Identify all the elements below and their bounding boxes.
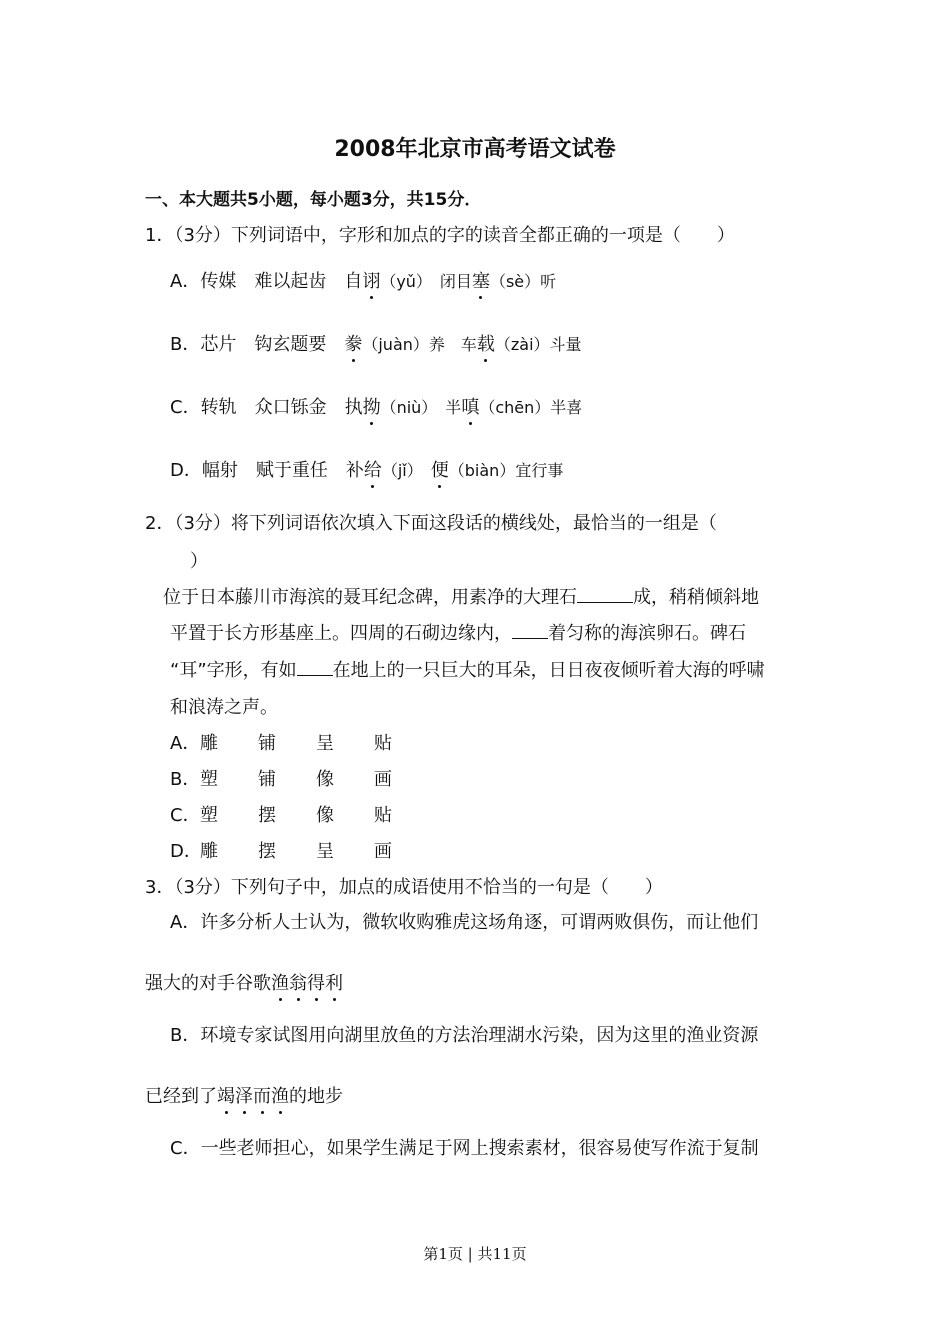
option-text: 的地步 <box>289 1086 343 1107</box>
question-2-option-b[interactable] <box>170 768 432 792</box>
dotted-char: 豢 <box>344 334 363 355</box>
question-1-option-a[interactable] <box>170 270 556 294</box>
page-footer: 第1页 | 共11页 <box>423 1245 527 1263</box>
dotted-char: 竭 <box>217 1086 235 1107</box>
question-1-option-b[interactable] <box>170 333 582 357</box>
dotted-idiom <box>217 1086 289 1107</box>
dotted-idiom <box>271 973 343 994</box>
option-word: 像 <box>316 805 334 826</box>
question-3-option-b-cont <box>145 1085 343 1109</box>
option-letter: D． <box>170 841 202 862</box>
passage-line: 和浪涛之声。 <box>170 697 278 718</box>
option-word: 贴 <box>374 733 392 754</box>
option-word: 塑 <box>200 769 218 790</box>
question-2-stem-close: ） <box>190 551 208 572</box>
option-text: （zài）斗量 <box>494 335 582 354</box>
option-text: （juàn）养 车 <box>362 335 477 354</box>
option-word: 像 <box>316 769 334 790</box>
option-text: D．幅射 赋于重任 补 <box>170 460 364 481</box>
dotted-char: 载 <box>476 334 495 355</box>
option-word: 铺 <box>258 769 276 790</box>
question-2-option-d[interactable] <box>170 840 432 864</box>
option-text: A．传媒 难以起齿 自 <box>170 271 363 292</box>
question-1-stem: 1．（3分）下列词语中，字形和加点的字的读音全都正确的一项是（ ） <box>145 225 735 246</box>
question-3-option-c[interactable]: C．一些老师担心，如果学生满足于网上搜索素材，很容易使写作流于复制 <box>170 1138 759 1159</box>
passage-line <box>163 586 759 610</box>
dotted-char: 渔 <box>271 973 289 994</box>
question-3-stem: 3．（3分）下列句子中，加点的成语使用不恰当的一句是（ ） <box>145 877 663 898</box>
option-word: 呈 <box>316 841 334 862</box>
option-word: 贴 <box>374 805 392 826</box>
question-3-option-b[interactable]: B．环境专家试图用向湖里放鱼的方法治理湖水污染，因为这里的渔业资源 <box>170 1025 759 1046</box>
question-2-stem: 2．（3分）将下列词语依次填入下面这段话的横线处，最恰当的一组是（ <box>145 513 717 534</box>
passage-line <box>170 659 765 683</box>
dotted-char: 泽 <box>235 1086 253 1107</box>
passage-text: “耳”字形，有如 <box>170 660 297 681</box>
passage-text: 位于日本藤川市海滨的聂耳纪念碑，用素净的大理石 <box>163 587 577 608</box>
option-word: 塑 <box>200 805 218 826</box>
question-1-option-d[interactable] <box>170 459 563 483</box>
dotted-char: 得 <box>307 973 325 994</box>
option-word: 画 <box>374 769 392 790</box>
option-text: （sè）听 <box>489 272 557 291</box>
fill-blank[interactable] <box>512 637 548 639</box>
fill-blank[interactable] <box>577 601 633 603</box>
option-text: B．芯片 钩玄题要 <box>170 334 345 355</box>
dotted-char: 而 <box>253 1086 271 1107</box>
dotted-char: 嗔 <box>461 397 480 418</box>
dotted-char: 翁 <box>289 973 307 994</box>
question-3-option-a-cont <box>145 972 343 996</box>
passage-text: 平置于长方形基座上。四周的石砌边缘内， <box>170 623 512 644</box>
section-heading: 一、本大题共5小题，每小题3分，共15分． <box>145 190 482 210</box>
option-word: 摆 <box>258 805 276 826</box>
question-3-option-a[interactable]: A．许多分析人士认为，微软收购雅虎这场角逐，可谓两败俱伤，而让他们 <box>170 912 759 933</box>
option-text: 强大的对手谷歌 <box>145 973 271 994</box>
dotted-char: 便 <box>430 460 449 481</box>
dotted-char: 拗 <box>362 397 381 418</box>
option-letter: C． <box>170 805 201 826</box>
option-text: （jǐ） <box>381 461 431 480</box>
dotted-char: 渔 <box>271 1086 289 1107</box>
option-text: C．转轨 众口铄金 执 <box>170 397 363 418</box>
dotted-char: 给 <box>363 460 382 481</box>
option-word: 雕 <box>200 733 218 754</box>
dotted-char: 利 <box>325 973 343 994</box>
option-word: 呈 <box>316 733 334 754</box>
question-2-option-a[interactable] <box>170 732 432 756</box>
option-word: 铺 <box>258 733 276 754</box>
option-text: （biàn）宜行事 <box>448 461 564 480</box>
option-text: （yǔ） 闭目 <box>380 272 472 291</box>
fill-blank[interactable] <box>297 674 333 676</box>
option-letter: A． <box>170 733 201 754</box>
page-title: 2008年北京市高考语文试卷 <box>334 137 616 162</box>
option-word: 摆 <box>258 841 276 862</box>
option-text: （niù） 半 <box>380 398 462 417</box>
question-2-option-c[interactable] <box>170 804 432 828</box>
dotted-char: 诩 <box>362 271 381 292</box>
option-letter: B． <box>170 769 201 790</box>
passage-text: 成，稍稍倾斜地 <box>633 587 759 608</box>
question-1-option-c[interactable] <box>170 396 582 420</box>
passage-line <box>170 622 746 646</box>
option-word: 画 <box>374 841 392 862</box>
dotted-char: 塞 <box>471 271 490 292</box>
passage-text: 在地上的一只巨大的耳朵，日日夜夜倾听着大海的呼啸 <box>332 660 765 681</box>
passage-text: 着匀称的海滨卵石。碑石 <box>548 623 746 644</box>
option-word: 雕 <box>200 841 218 862</box>
option-text: （chēn）半喜 <box>479 398 583 417</box>
option-text: 已经到了 <box>145 1086 217 1107</box>
